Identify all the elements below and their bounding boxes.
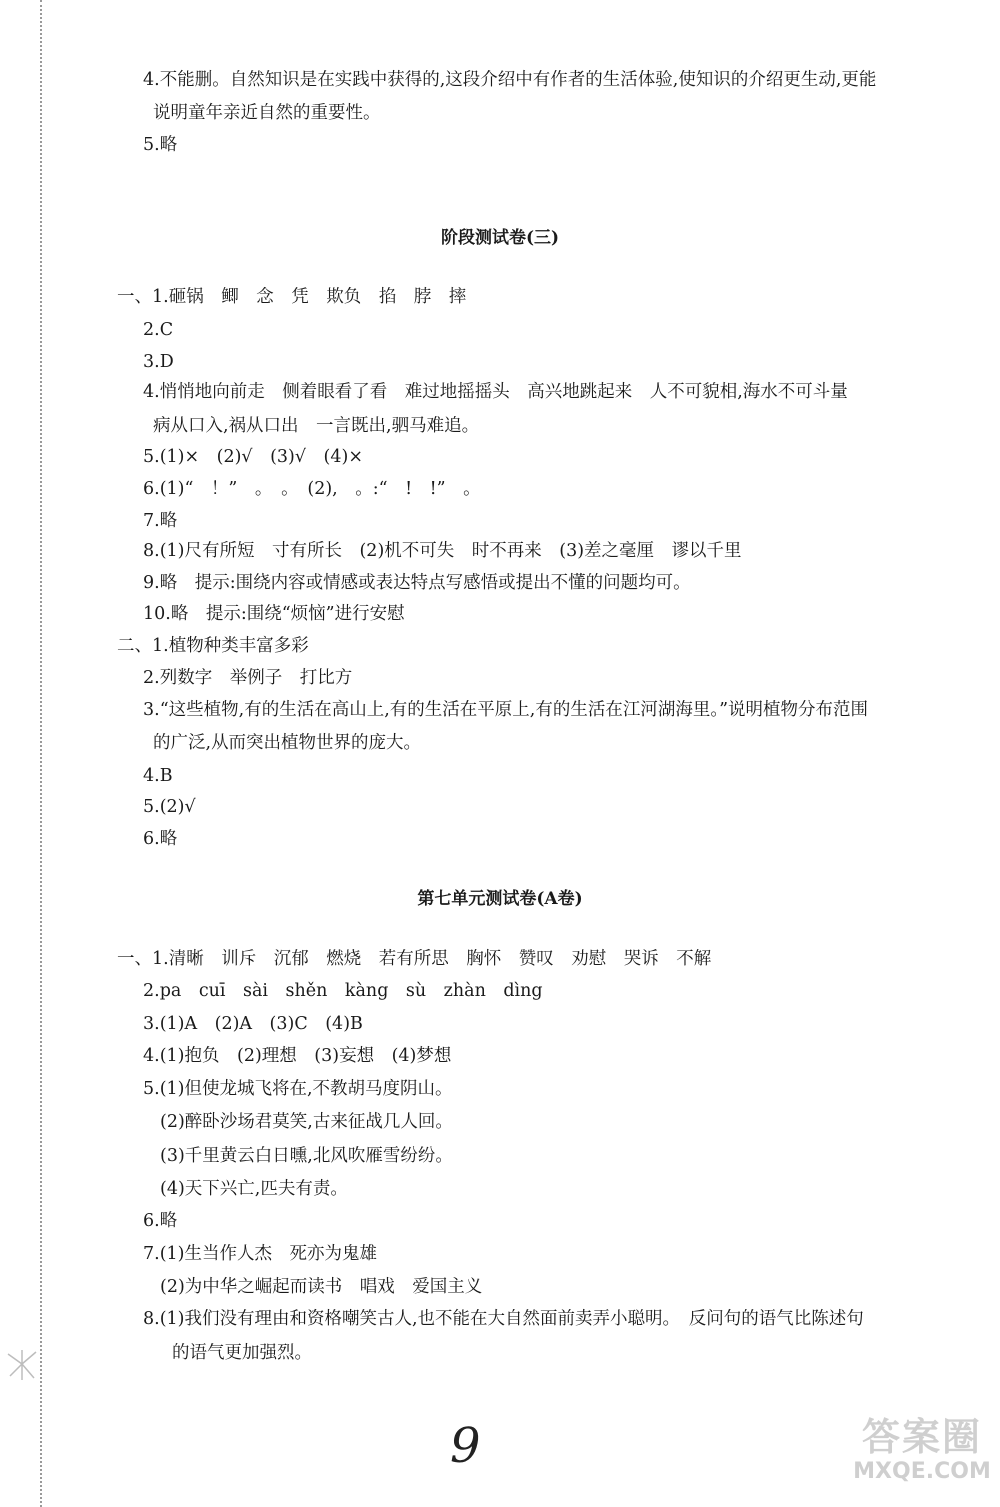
stage3-part1-line: 病从口入,祸从口出 一言既出,驷马难追。 <box>153 416 480 436</box>
stage3-part2-line: 的广泛,从而突出植物世界的庞大。 <box>153 733 422 753</box>
corner-decoration-icon <box>4 1346 40 1382</box>
stage3-part2-line: 5.(2)√ <box>143 797 196 817</box>
page-number: 9 <box>450 1418 481 1474</box>
unit-7-test-title: 第七单元测试卷(A卷) <box>417 889 583 909</box>
unit7-line: 7.(1)生当作人杰 死亦为鬼雄 <box>143 1244 377 1264</box>
answer-4-line-1: 4.不能删。自然知识是在实践中获得的,这段介绍中有作者的生活体验,使知识的介绍更生动,更能 <box>143 70 877 90</box>
unit7-line: (2)醉卧沙场君莫笑,古来征战几人回。 <box>160 1112 453 1132</box>
unit7-line: 的语气更加强烈。 <box>172 1343 312 1363</box>
stage3-part1-line: 10.略 提示:围绕“烦恼”进行安慰 <box>143 604 405 624</box>
stage3-part1-line: 5.(1)× (2)√ (3)√ (4)× <box>143 447 363 467</box>
stage3-part2-line: 二、1.植物种类丰富多彩 <box>117 636 309 656</box>
stage3-part1-line: 2.C <box>143 320 174 340</box>
stage3-part1-line: 6.(1)“ ！” 。 。 (2), 。:“ ! !” 。 <box>143 479 481 499</box>
stage3-part2-line: 4.B <box>143 766 173 786</box>
stage3-part1-line: 9.略 提示:围绕内容或情感或表达特点写感悟或提出不懂的问题均可。 <box>143 573 691 593</box>
watermark-url-text: MXQE.COM <box>853 1459 991 1484</box>
stage3-part1-line: 3.D <box>143 352 174 372</box>
unit7-line: 8.(1)我们没有理由和资格嘲笑古人,也不能在大自然面前卖弄小聪明。 反问句的语气比陈述句 <box>143 1309 864 1329</box>
watermark-main-text: 答案圈 <box>861 1415 982 1459</box>
stage3-part1-line: 7.略 <box>143 511 178 531</box>
unit7-line: 4.(1)抱负 (2)理想 (3)妄想 (4)梦想 <box>143 1046 452 1066</box>
answer-4-line-2: 说明童年亲近自然的重要性。 <box>153 103 381 123</box>
unit7-line: 5.(1)但使龙城飞将在,不教胡马度阴山。 <box>143 1079 453 1099</box>
stage3-part2-line: 3.“这些植物,有的生活在高山上,有的生活在平原上,有的生活在江河湖海里。”说明植物分布范围 <box>143 700 869 720</box>
stage3-part1-line: 4.悄悄地向前走 侧着眼看了看 难过地摇摇头 高兴地跳起来 人不可貌相,海水不可斗量 <box>143 382 848 402</box>
unit7-line: 一、1.清晰 训斥 沉郁 燃烧 若有所思 胸怀 赞叹 劝慰 哭诉 不解 <box>117 949 712 969</box>
stage-test-3-title: 阶段测试卷(三) <box>440 228 560 248</box>
stage3-part2-line: 2.列数字 举例子 打比方 <box>143 668 353 688</box>
watermark-logo <box>852 1415 992 1501</box>
stage3-part2-line: 6.略 <box>143 829 178 849</box>
unit7-line: 3.(1)A (2)A (3)C (4)B <box>143 1014 363 1034</box>
unit7-line: 6.略 <box>143 1211 178 1231</box>
unit7-line: (2)为中华之崛起而读书 唱戏 爱国主义 <box>160 1277 483 1297</box>
unit7-line: (4)天下兴亡,匹夫有责。 <box>160 1179 348 1199</box>
stage3-part1-line: 一、1.砸锅 鲫 念 凭 欺负 掐 脖 摔 <box>117 287 467 307</box>
answer-5: 5.略 <box>143 135 178 155</box>
unit7-line: 2.pa cuī sài shěn kàng sù zhàn dìng <box>143 981 543 1001</box>
unit7-line: (3)千里黄云白日曛,北风吹雁雪纷纷。 <box>160 1146 453 1166</box>
stage3-part1-line: 8.(1)尺有所短 寸有所长 (2)机不可失 时不再来 (3)差之毫厘 谬以千里 <box>143 541 742 561</box>
